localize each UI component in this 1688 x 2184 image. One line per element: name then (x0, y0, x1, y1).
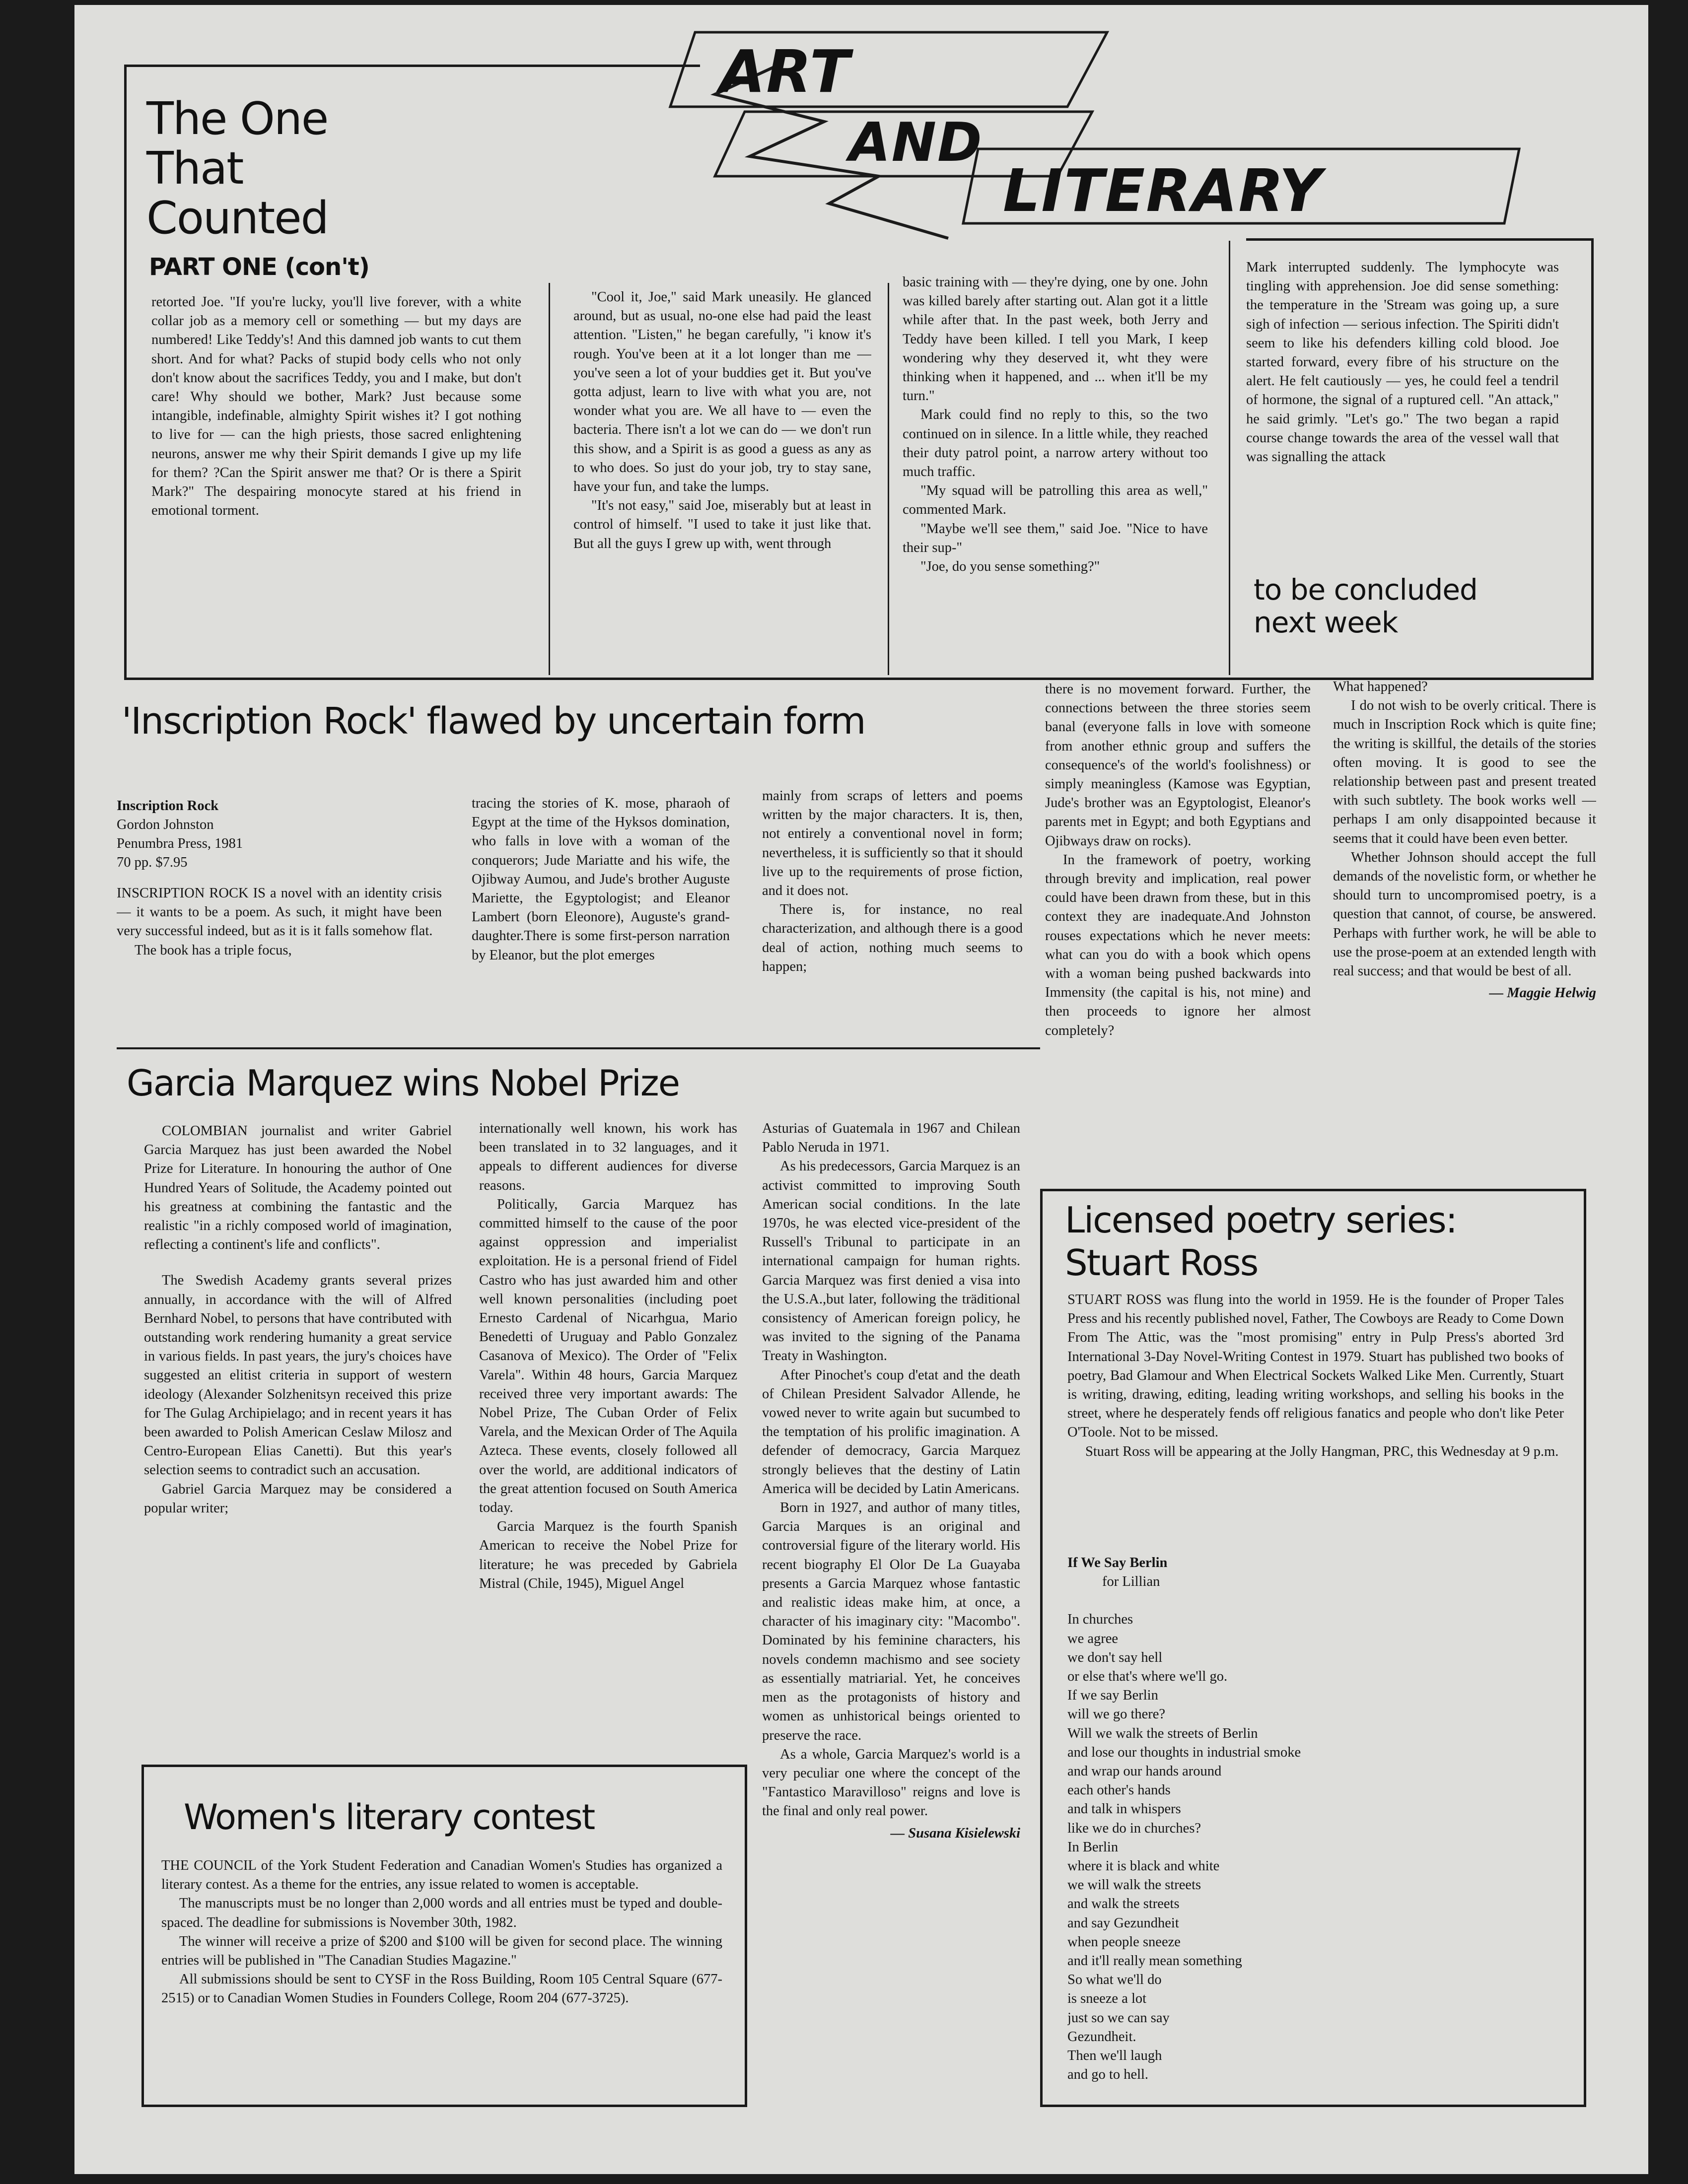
paragraph: "My squad will be patrolling this area as well," commented Mark. (903, 483, 1208, 518)
poem-line: will we go there? (1067, 1706, 1166, 1722)
book-price: 70 pp. $7.95 (117, 855, 188, 870)
paragraph: Garcia Marquez is the fourth Spanish American to receive the Nobel Prize for literature; he was preceded by Gabriela Mistral (Chile, 1945), Miguel Angel (479, 1519, 737, 1591)
poem-lines (1067, 1610, 1564, 2084)
book-title: Inscription Rock (117, 798, 219, 814)
paragraph: The Swedish Academy grants several prizes annually, in accordance with the will of Alfred Bernhard Nobel, to persons that have contributed with outstanding work rendering humanity a great service in various fields. In past years, the jury's choices have suggested an elitist criteria in support of western ideology (Alexander Solzhenitsyn received this prize for The Gulag Archipielago; and in recent years it has been awarded to Polish American Ceslaw Milosz and Centro-European Elias Canetti). But this year's selection seems to contradict such an accusation. (144, 1273, 452, 1478)
poetry-headline-line: Licensed poetry series: (1065, 1199, 1457, 1241)
serial-column-4 (1246, 258, 1559, 566)
paragraph: retorted Joe. "If you're lucky, you'll live forever, with a white collar job as a memory cell or something — but my days are numbered! Like Teddy's! And this damned job wants to cut them short. And for what? Packs of stupid body cells who not only don't know about the sacrifices Teddy, you and I make, but don't care! Why should we bother, Mark? Just because some intangible, indefinable, almighty Spirit wishes it? I got nothing to live for — can the high priests, those sacred enlightening neurons, answer me why their Spirit demands I give up my life for them? ?Can the Spirit answer me that? Or is there a Spirit Mark?" The despairing monocyte stared at his friend in emotional torment. (151, 294, 521, 519)
paragraph: "Cool it, Joe," said Mark uneasily. He glanced around, but as usual, no-one else had paid the least attention. "Listen," he began carefully, "i know it's rough. You've been at it a lot longer than me — you've seen a lot of your buddies get it. But you've gotta adjust, learn to live with what you are, not wonder what you are. We all have to — even the bacteria. There isn't a lot we can do — we don't run this show, and a Spirit is as good a guess as any as to who does. So just do your job, try to stay sane, have your fun, and take the lumps. (573, 289, 871, 495)
concluded-line: next week (1254, 606, 1398, 639)
review-column-3 (762, 787, 1023, 1040)
poem (1067, 1554, 1564, 2090)
poetry-headline (1065, 1199, 1457, 1284)
poem-line: Gezundheit. (1067, 2029, 1136, 2045)
poem-line: where it is black and white (1067, 1858, 1220, 1874)
poem-line: and say Gezundheit (1067, 1915, 1179, 1931)
nobel-headline: Garcia Marquez wins Nobel Prize (127, 1062, 679, 1104)
poem-title: If We Say Berlin (1067, 1555, 1168, 1570)
book-publisher: Penumbra Press, 1981 (117, 836, 243, 851)
contest-headline: Women's literary contest (184, 1797, 595, 1838)
paragraph: There is, for instance, no real characterization, and although there is a good deal of action, nothing much seems to happen; (762, 902, 1023, 974)
paragraph: Born in 1927, and author of many titles, Garcia Marques is an original and controversial figure of the literary world. His recent biography El Olor De La Guayaba presents a Garcia Marquez whose fantastic and realistic ideas make him, at once, a character of his imaginary city: "Macombo". Dominated by his feminine characters, his novels condemn machismo and see society as essentially matriarial. Yet, he conceives men as the protagonists of history and women as unhistorical beings oriented to preserve the race. (762, 1500, 1020, 1743)
serial-column-3 (903, 273, 1208, 670)
paragraph: I do not wish to be overly critical. There is much in Inscription Rock which is quite fine; the writing is skillful, the details of the stories often moving. It is good to see the relationship between past and present treated with such subtlety. The book works well — perhaps I am only disappointed because it seems that it could have been even better. (1333, 698, 1596, 846)
poem-line: like we do in churches? (1067, 1820, 1201, 1836)
serial-column-2 (573, 288, 871, 670)
contest-body (161, 1856, 722, 2090)
paragraph: Whether Johnson should accept the full demands of the novelistic form, or whether he should turn to uncompromised poetry, is a question that cannot, of course, be answered. Perhaps with further work, he will be able to use the prose-poem at an extended length with real success; and that would be best of all. (1333, 849, 1596, 979)
poem-line: each other's hands (1067, 1782, 1171, 1798)
column-divider (888, 283, 889, 675)
review-column-1 (117, 797, 442, 1040)
poem-dedication: for Lillian (1102, 1574, 1160, 1590)
paragraph: Mark could find no reply to this, so the two continued on in silence. In a little while, they reached their duty patrol point, a narrow artery without too much traffic. (903, 407, 1208, 480)
poetry-headline-line: Stuart Ross (1065, 1242, 1258, 1284)
poem-line: In Berlin (1067, 1839, 1119, 1855)
paragraph: The winner will receive a prize of $200 and $100 will be given for second place. The winning entries will be published in "The Canadian Studies Magazine." (161, 1933, 722, 1969)
book-info (117, 797, 442, 872)
paragraph: tracing the stories of K. mose, pharaoh of Egypt at the time of the Hyksos domination, who falls in love with a woman of the conquerors; Jude Mariatte and his wife, the Ojibway Aumou, and Jude's brother Auguste Mariette, the Egyptologist; and Eleanor Lambert (born Eleonore), Auguste's grand-daughter.There is some first-person narration by Eleanor, but the plot emerges (472, 796, 730, 963)
paragraph: All submissions should be sent to CYSF in the Ross Building, Room 105 Central Square (677-2515) or to Canadian Women Studies in Founders College, Room 204 (677-3725). (161, 1972, 722, 2006)
poetry-body (1067, 1291, 1564, 1564)
paragraph: INSCRIPTION ROCK IS a novel with an identity crisis — it wants to be a poem. As such, it might have been very successful indeed, but as it is it falls somehow flat. (117, 886, 442, 939)
paragraph: In the framework of poetry, working through brevity and implication, real power could have been drawn from these, but in this context they are inadequate.And Johnston rouses expectations which he never meets: what can you do with a book which opens with a woman being pushed backwards into Immensity (the capital is his, not mine) and then proceeds to ignore her almost completely? (1045, 852, 1311, 1038)
poem-line: we agree (1067, 1631, 1119, 1646)
paragraph: Stuart Ross will be appearing at the Jolly Hangman, PRC, this Wednesday at 9 p.m. (1085, 1443, 1559, 1459)
serial-column-1 (151, 293, 521, 670)
poem-line: and it'll really mean something (1067, 1953, 1242, 1969)
paragraph: mainly from scraps of letters and poems written by the major characters. It is, then, not entirely a conventional novel in form; nevertheless, it is sufficiently so that it should live up to the requirements of prose fiction, and it does not. (762, 788, 1023, 899)
paragraph: As his predecessors, Garcia Marquez is an activist committed to improving South American social conditions. In the late 1970s, he was elected vice-president of the Russell's Tribunal to participate in an international campaign for human rights. Garcia Marquez was first denied a visa into the U.S.A.,but later, following the träditional consistency of American foreign policy, he was invited to the signing of the Panama Treaty in Washington. (762, 1159, 1020, 1364)
paragraph: basic training with — they're dying, one by one. John was killed barely after starting out. Alan got it a little while after that. In the past week, both Jerry and Teddy have been killed. I tell you Mark, I keep wondering why they deserved it, wht they were thinking when it happened, and ... when it'll be my turn." (903, 274, 1208, 404)
paragraph: there is no movement forward. Further, the connections between the three stories seem banal (everyone falls in love with someone from another ethnic group and suffers the consequence's of the world's foolishness) or simply meaningless (Kamose was Egyptian, Jude's brother was an Egyptologist, Eleanor's parents met in Egypt; and both Egyptians and Ojibways draw on rocks). (1045, 682, 1311, 849)
paragraph: As a whole, Garcia Marquez's world is a very peculiar one where the concept of the "Fantastico Maravilloso" reigns and love is the final and only real power. (762, 1746, 1020, 1819)
nobel-signature: — Susana Kisielewski (890, 1825, 1020, 1841)
poem-line: is sneeze a lot (1067, 1991, 1147, 2007)
paragraph: "Joe, do you sense something?" (920, 559, 1100, 575)
paragraph: Mark interrupted suddenly. The lymphocyte was tingling with apprehension. Joe did sense something: the temperature in the 'Stream was going up, a sure sigh of infection — serious infection. The Spiriti didn't seem to like his defenders killing cold blood. Joe started forward, every fibre of his structure on the alert. He felt cautiously — yes, he could feel a tendril of hormone, the signal of a ruptured cell. "An attack," he said grimly. "Let's go." The two began a rapid course change towards the area of the vessel wall that was signalling the attack (1246, 260, 1559, 465)
paragraph: COLOMBIAN journalist and writer Gabriel Garcia Marquez has just been awarded the Nobel Prize for Literature. In honouring the author of One Hundred Years of Solitude, the Academy pointed out his greatness at combining the fantastic and the realistic "in a richly composed world of imagination, reflecting a continent's life and conflicts". (144, 1123, 452, 1253)
poem-line: or else that's where we'll go. (1067, 1669, 1228, 1685)
review-column-2 (472, 794, 730, 1040)
serial-title-line: Counted (146, 192, 328, 244)
serial-right-rule (1591, 238, 1594, 680)
poem-line: Will we walk the streets of Berlin (1067, 1725, 1258, 1741)
serial-title-line: That (146, 142, 243, 195)
poem-line: and wrap our hands around (1067, 1764, 1222, 1779)
paragraph: THE COUNCIL of the York Student Federation and Canadian Women's Studies has organized a literary contest. As a theme for the entries, any issue related to women is acceptable. (161, 1858, 722, 1893)
serial-part-label: PART ONE (con't) (149, 253, 369, 281)
serial-left-rule (124, 65, 127, 680)
concluded-line: to be concluded (1254, 573, 1477, 607)
review-bottom-rule (117, 1047, 1040, 1049)
poem-line: and lose our thoughts in industrial smoke (1067, 1744, 1301, 1760)
poem-line: If we say Berlin (1067, 1688, 1158, 1704)
column-divider (1229, 241, 1230, 675)
column-divider (549, 283, 550, 675)
paragraph: "It's not easy," said Joe, miserably but at least in control of himself. "I used to take it just like that. But all the guys I grew up with, went through (573, 498, 871, 551)
nobel-column-3 (762, 1119, 1020, 2127)
paragraph: Gabriel Garcia Marquez may be considered a popular writer; (144, 1481, 452, 1516)
paragraph: The book has a triple focus, (135, 942, 292, 958)
to-be-concluded-note (1254, 573, 1477, 639)
banner-word-and: AND (849, 112, 983, 174)
poem-line: In churches (1067, 1612, 1133, 1628)
poem-line: just so we can say (1067, 2010, 1170, 2026)
paragraph: "Maybe we'll see them," said Joe. "Nice to have their sup-" (903, 521, 1208, 555)
poem-line: and walk the streets (1067, 1896, 1180, 1912)
review-column-5 (1333, 678, 1596, 1166)
serial-top-rule (124, 65, 700, 67)
serial-title (146, 94, 328, 243)
paragraph: Asturias of Guatemala in 1967 and Chilean Pablo Neruda in 1971. (762, 1121, 1020, 1156)
poem-line: we will walk the streets (1067, 1877, 1201, 1893)
paragraph: internationally well known, his work has been translated in to 32 languages, and it appeals to different audiences for diverse reasons. (479, 1121, 737, 1193)
paragraph: Politically, Garcia Marquez has committed himself to the cause of the poor against oppression and imperialist exploitation. He is a personal friend of Fidel Castro who has just awarded him and other well known personalities (including poet Ernesto Cardenal of Nicarhgua, Mario Benedetti of Uruguay and Pablo Gonzalez Casanova of Mexico). The Order of "Felix Varela". Within 48 hours, Garcia Marquez received three very important awards: The Nobel Prize, The Cuban Order of Felix Varela, and the Mexican Order of The Aquila Azteca. These events, closely followed all over the world, are additional indicators of the great attention focused on South America today. (479, 1196, 737, 1516)
paragraph: After Pinochet's coup d'etat and the death of Chilean President Salvador Allende, he vowed never to write again but sucumbed to the temptation of his prolific imagination. A defender of democracy, Garcia Marquez strongly believes that the destiny of Latin America will be decided by Latin Americans. (762, 1367, 1020, 1497)
poem-line: and go to hell. (1067, 2067, 1149, 2083)
paragraph: The manuscripts must be no longer than 2,000 words and all entries must be typed and double-spaced. The deadline for submissions is November 30th, 1982. (161, 1896, 722, 1930)
nobel-column-1 (144, 1122, 452, 1755)
banner-word-art: ART (720, 37, 851, 106)
book-author: Gordon Johnston (117, 817, 214, 832)
paragraph: STUART ROSS was flung into the world in 1959. He is the founder of Proper Tales Press and his recently published novel, Father, The Cowboys are Ready to Come Down From The Attic, was the "most promising" entry in Pulp Press's aborted 3rd International 3-Day Novel-Writing Contest in 1979. Stuart has published two books of poetry, Bad Glamour and When Electrical Sockets Walked Like Men. Currently, Stuart is writing, drawing, editing, leading writing workshops, and selling his books in the street, where he desperately fends off religious fanatics and people who don't like Peter O'Toole. Not to be missed. (1067, 1292, 1564, 1440)
paragraph: What happened? (1333, 679, 1428, 694)
serial-title-line: The One (146, 93, 328, 145)
review-signature: — Maggie Helwig (1489, 985, 1596, 1001)
poem-line: we don't say hell (1067, 1649, 1163, 1665)
review-headline: 'Inscription Rock' flawed by uncertain form (122, 700, 865, 743)
poem-line: Then we'll laugh (1067, 2048, 1162, 2064)
newspaper-page (74, 5, 1648, 2174)
poem-line: when people sneeze (1067, 1934, 1181, 1950)
review-column-4 (1045, 680, 1311, 1186)
poem-line: So what we'll do (1067, 1972, 1162, 1988)
banner-word-literary: LITERARY (1003, 156, 1323, 225)
poem-line: and talk in whispers (1067, 1801, 1181, 1817)
serial-top-right-rule (1246, 238, 1594, 241)
nobel-column-2 (479, 1119, 737, 1755)
